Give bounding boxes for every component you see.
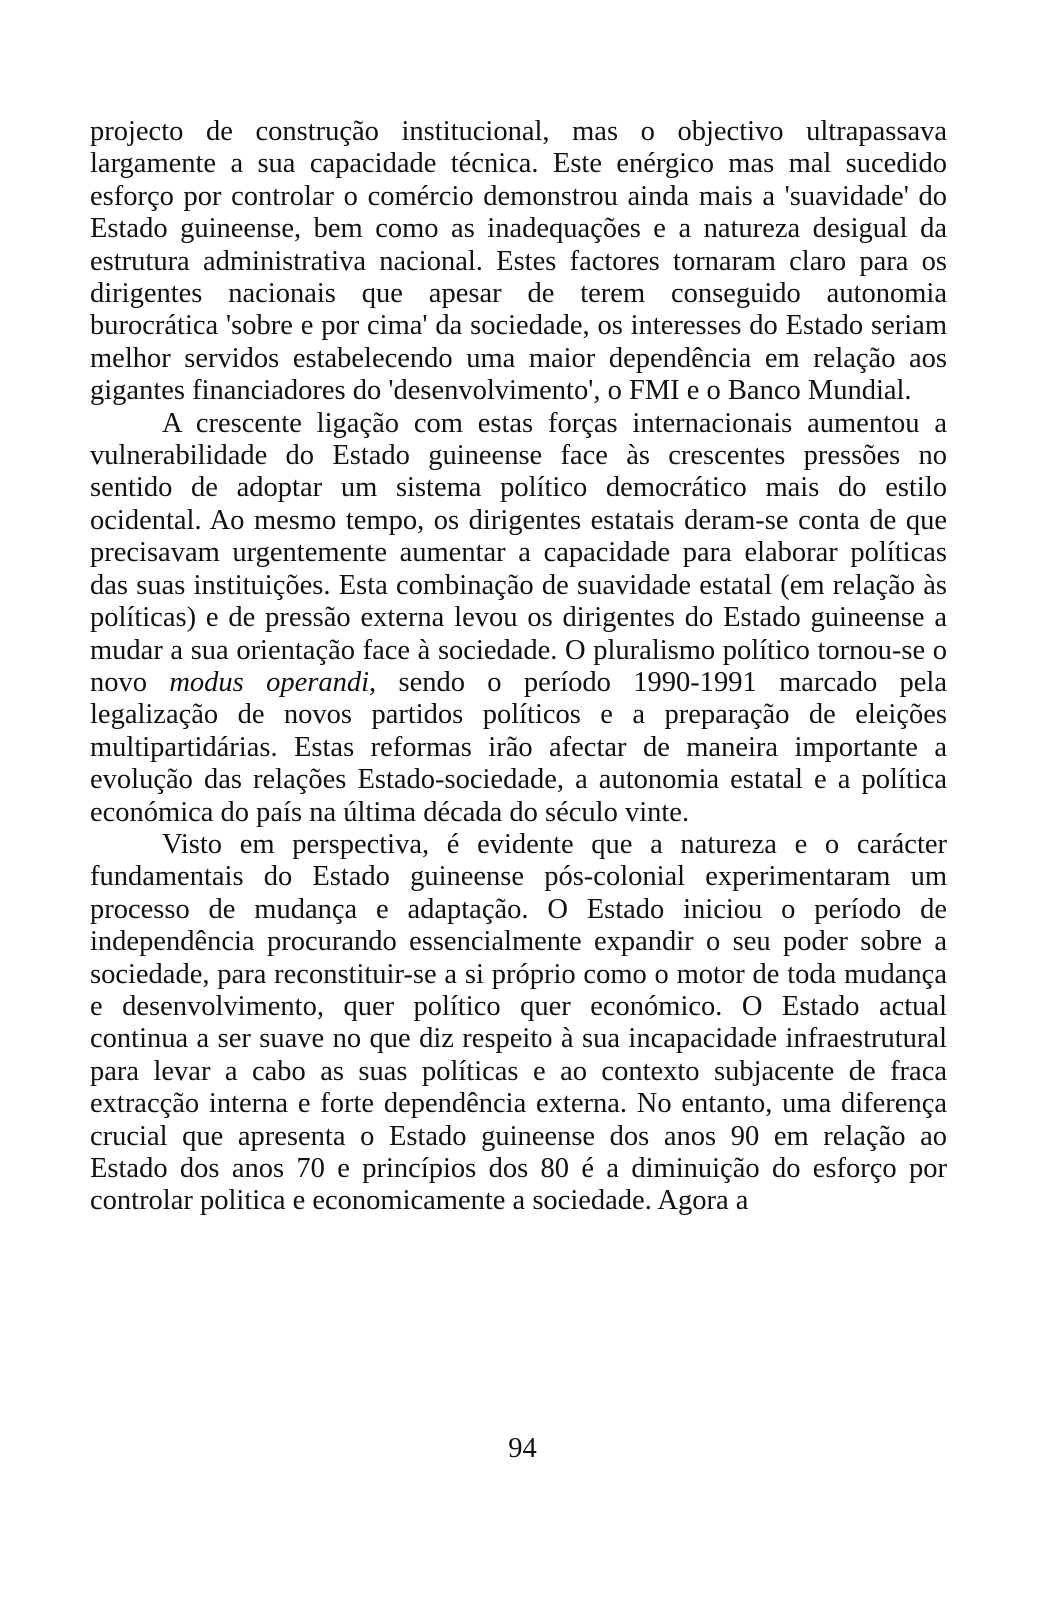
paragraph-2-text-a: A crescente ligação com estas forças internacionais aumentou a vulnerabilidade do Estado guineense face às crescentes pressões no sentido de adoptar um sistema político democrático mais do estilo ocidental. Ao mesmo tempo, os dirigentes estatais deram-se conta de que precisavam urgentemente aumentar a capacidade para elaborar políticas das suas instituições. Esta combinação de suavidade estatal (em relação às políticas) e de pressão externa levou os dirigentes do Estado guineense a mudar a sua orientação face à sociedade. O pluralismo político tornou-se o novo bbox=[90, 407, 947, 698]
paragraph-1-text: projecto de construção institucional, mas o objectivo ultrapassava largamente a sua capacidade técnica. Este enérgico mas mal sucedido esforço por controlar o comércio demonstrou ainda mais a 'suavidade' do Estado guineense, bem como as inadequações e a natureza desigual da estrutura administrativa nacional. Estes factores tornaram claro para os dirigentes nacionais que apesar de terem conseguido autonomia burocrática 'sobre e por cima' da sociedade, os interesses do Estado seriam melhor servidos estabelecendo uma maior dependência em relação aos gigantes financiadores do 'desenvolvimento', o FMI e o Banco Mundial. bbox=[90, 116, 947, 407]
paragraph-3-text: Visto em perspectiva, é evidente que a natureza e o carácter fundamentais do Estado guineense pós-colonial experimentaram um processo de mudança e adaptação. O Estado iniciou o período de independência procurando essencialmente expandir o seu poder sobre a sociedade, para reconstituir-se a si próprio como o motor de toda mudança e desenvolvimento, quer político quer económico. O Estado actual continua a ser suave no que diz respeito à sua incapacidade infraestrutural para levar a cabo as suas políticas e ao contexto subjacente de fraca extracção interna e forte dependência externa. No entanto, uma diferença crucial que apresenta o Estado guineense dos anos 90 em relação ao Estado dos anos 70 e princípios dos 80 é a diminuição do esforço por controlar politica e economicamente a sociedade. Agora a bbox=[90, 828, 947, 1217]
paragraph-2-text-b: sendo o período 1990-1991 marcado pela legalização de novos partidos políticos e a preparação de eleições multipartidárias. Estas reformas irão afectar de maneira importante a evolução das relações Estado-sociedade, a autonomia estatal e a política económica do país na última década do século vinte. bbox=[90, 666, 947, 828]
paragraph-1 bbox=[90, 116, 947, 408]
paragraph-3 bbox=[90, 829, 947, 1218]
body-text bbox=[90, 116, 947, 1218]
paragraph-2 bbox=[90, 408, 947, 829]
page-number: 94 bbox=[508, 1433, 537, 1464]
italic-phrase: modus operandi, bbox=[169, 666, 377, 698]
